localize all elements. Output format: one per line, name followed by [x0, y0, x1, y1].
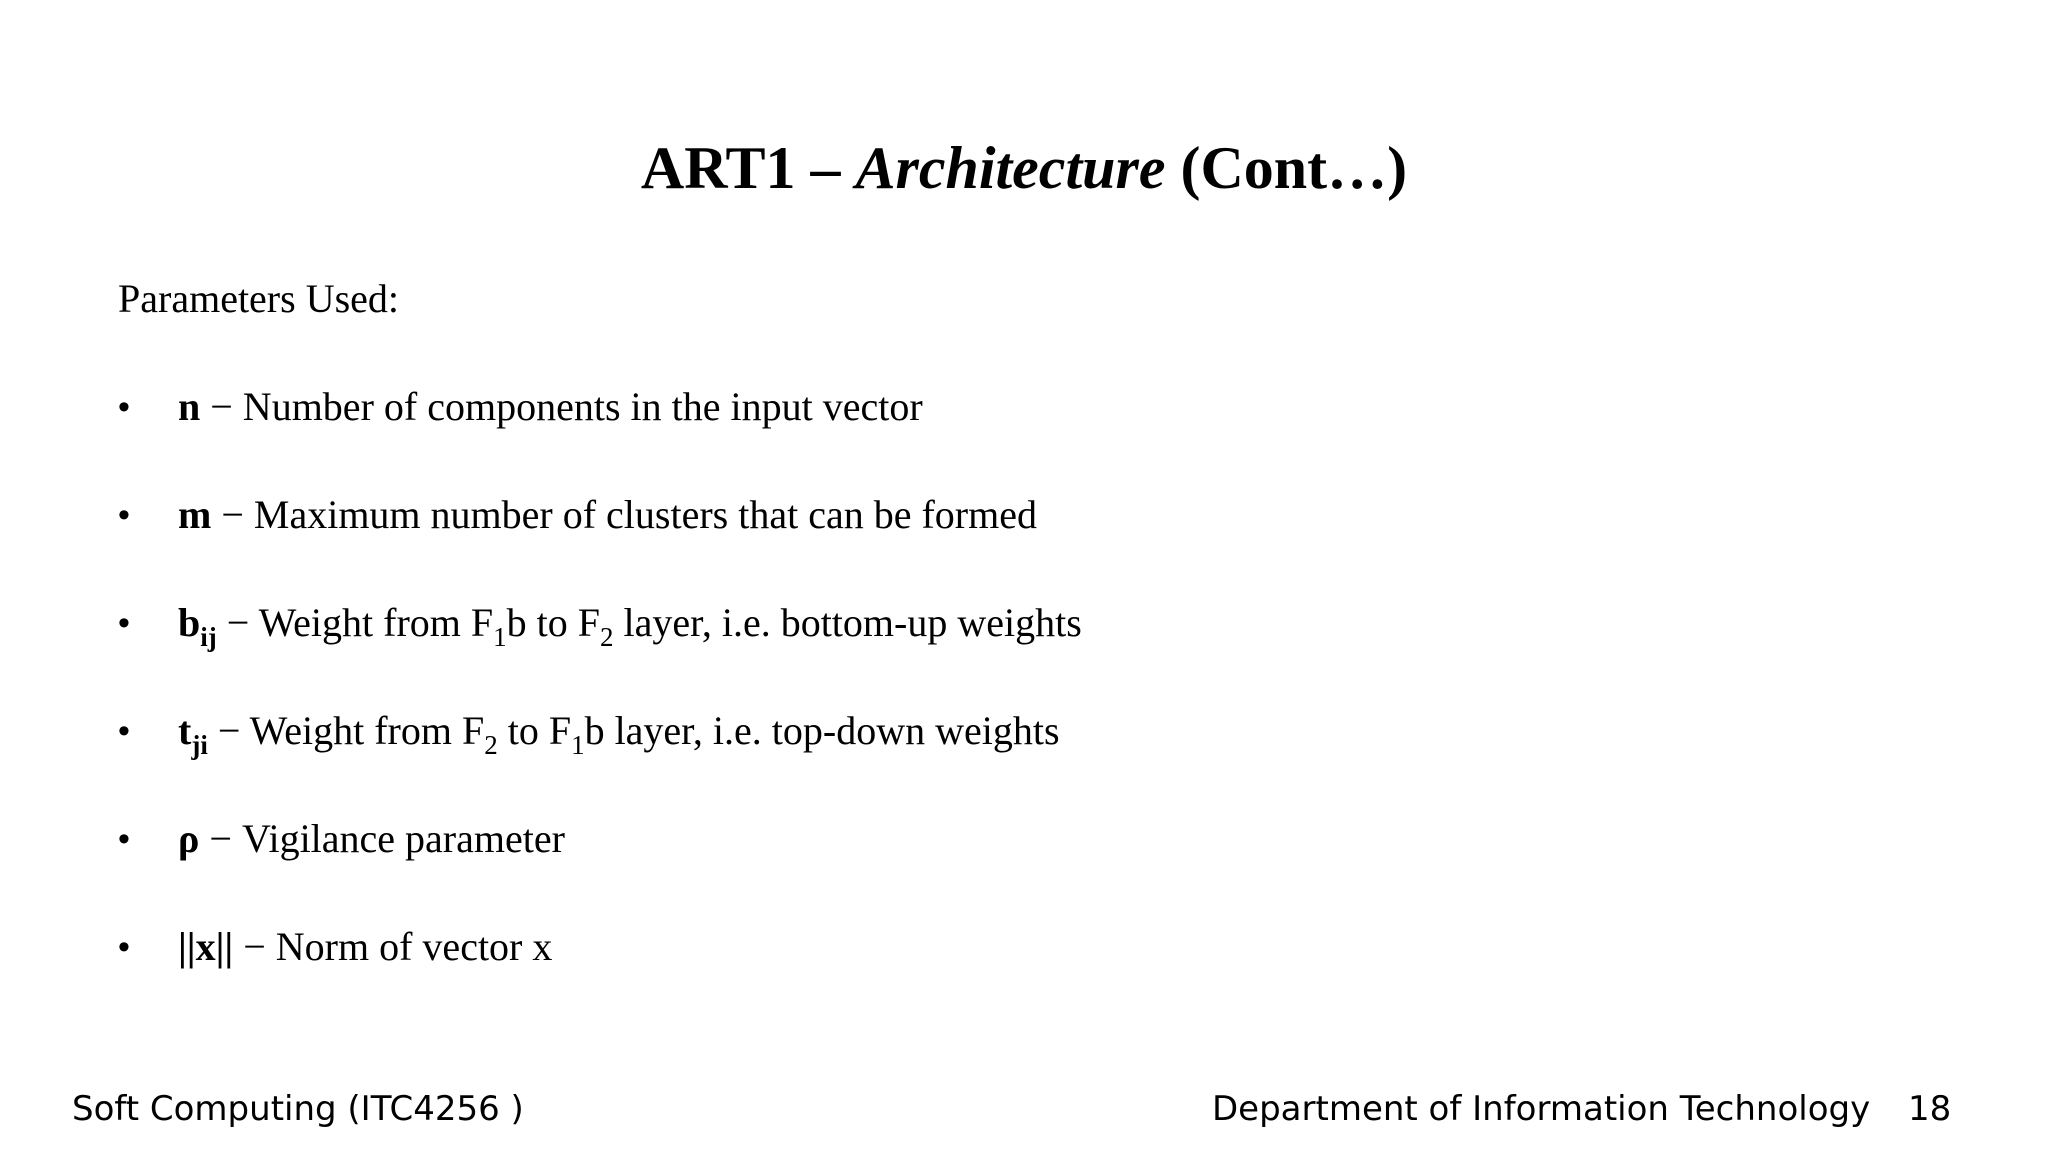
param-description-part: b to F — [506, 600, 600, 645]
title-suffix: (Cont…) — [1165, 135, 1408, 201]
slide-title — [0, 132, 2048, 204]
param-description: − Maximum number of clusters that can be formed — [211, 492, 1037, 537]
layer-subscript: 2 — [599, 622, 614, 652]
bullet-marker: • — [118, 604, 130, 642]
list-item-text — [178, 598, 1082, 652]
bullet-marker: • — [118, 712, 130, 750]
bullet-marker: • — [118, 388, 130, 426]
param-symbol: ρ — [178, 816, 200, 861]
param-description: − Vigilance parameter — [199, 816, 565, 861]
param-symbol: m — [178, 492, 212, 537]
list-item-text — [178, 706, 1060, 760]
list-item-text — [178, 814, 565, 864]
footer-course: Soft Computing (ITC4256 ) — [72, 1089, 524, 1129]
param-description-part: b layer, i.e. top-down weights — [584, 708, 1060, 753]
param-symbol: n — [178, 384, 201, 429]
layer-subscript: 2 — [484, 730, 498, 760]
layer-subscript: 1 — [493, 622, 507, 652]
parameters-heading: Parameters Used: — [118, 276, 400, 321]
param-symbol — [178, 600, 217, 652]
param-symbol: ||x|| — [178, 924, 234, 969]
param-symbol-subscript: ij — [200, 622, 217, 652]
title-italic: Architecture — [855, 135, 1166, 201]
param-symbol — [178, 708, 208, 760]
bullet-marker: • — [118, 928, 130, 966]
param-description-part: layer, i.e. bottom-up weights — [613, 600, 1082, 645]
list-item-text — [178, 382, 923, 432]
footer-department: Department of Information Technology — [1212, 1089, 1871, 1129]
param-symbol-subscript: ji — [191, 730, 208, 760]
title-prefix: ART1 – — [640, 135, 856, 201]
param-description: − Number of components in the input vector — [200, 384, 923, 429]
footer-page-number: 18 — [1908, 1089, 1952, 1129]
list-item-text — [178, 922, 552, 972]
param-symbol-base: t — [178, 708, 192, 753]
param-description-part: − Weight from F — [216, 600, 494, 645]
layer-subscript: 1 — [571, 730, 585, 760]
param-description-part: − Weight from F — [207, 708, 485, 753]
bullet-marker: • — [118, 820, 130, 858]
bullet-marker: • — [118, 496, 130, 534]
param-description: − Norm of vector x — [233, 924, 553, 969]
param-symbol-base: b — [178, 600, 201, 645]
list-item-text — [178, 490, 1037, 540]
param-description-part: to F — [497, 708, 572, 753]
